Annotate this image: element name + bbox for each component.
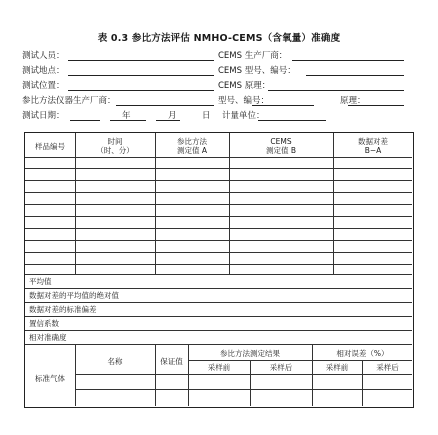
grid-h-line — [188, 360, 412, 361]
header-cems-b — [229, 137, 333, 155]
tester-field[interactable] — [68, 50, 214, 61]
grid-v-line — [312, 344, 313, 406]
summary-row-average: 平均值 — [29, 277, 52, 286]
day-field[interactable] — [156, 110, 180, 121]
sg-guaranteed-header: 保证值 — [160, 357, 183, 366]
grid-h-line — [25, 204, 412, 205]
summary-row-confidence: 置信系数 — [29, 319, 59, 328]
standard-gas-label: 标准气体 — [35, 374, 65, 383]
ref-manufacturer-label: 参比方法仪器生产厂商： — [22, 96, 116, 106]
grid-h-line — [25, 252, 412, 253]
grid-h-line — [25, 240, 412, 241]
month-label: 月 — [168, 111, 177, 121]
ref-principle-field[interactable] — [348, 95, 404, 106]
year-label: 年 — [122, 111, 131, 121]
test-date-label: 测试日期： — [22, 111, 65, 121]
grid-h-line — [25, 274, 412, 275]
cems-model-field[interactable] — [306, 65, 404, 76]
grid-h-line — [25, 157, 412, 158]
grid-h-line — [25, 344, 412, 345]
header-ref-a — [155, 137, 229, 155]
grid-h-line — [25, 168, 412, 169]
test-location-field[interactable] — [68, 65, 214, 76]
grid-h-line — [25, 180, 412, 181]
grid-h-line — [25, 288, 412, 289]
summary-row-mean-abs: 数据对差的平均值的绝对值 — [29, 291, 119, 300]
header-cems-b-line2: 测定值 B — [265, 146, 297, 155]
grid-v-line — [155, 133, 156, 274]
sg-ref-result-header: 参比方法测定结果 — [220, 349, 280, 358]
header-ref-a-line2: 测定值 A — [176, 146, 207, 155]
unit-field[interactable] — [258, 110, 326, 121]
grid-v-line — [250, 360, 251, 406]
test-position-label: 测试位置： — [22, 81, 65, 91]
ref-model-label: 型号、编号： — [218, 96, 270, 106]
tester-label: 测试人员： — [22, 51, 65, 61]
test-position-field[interactable] — [68, 80, 214, 91]
sg-name-header: 名称 — [107, 357, 123, 366]
grid-h-line — [25, 316, 412, 317]
grid-h-line — [25, 192, 412, 193]
sg-ref-before: 采样前 — [207, 363, 231, 372]
grid-h-line — [25, 330, 412, 331]
test-location-label: 测试地点： — [22, 66, 65, 76]
table-title: 表 0.3 参比方法评估 NMHO-CEMS（含氧量）准确度 — [97, 33, 341, 44]
header-diff-line2: B−A — [364, 146, 382, 155]
grid-v-line — [188, 344, 189, 406]
header-sample-no: 样品编号 — [35, 142, 65, 151]
grid-v-line — [75, 344, 76, 406]
ref-principle-label: 原理： — [340, 96, 366, 106]
grid-h-line — [25, 264, 412, 265]
accuracy-table — [24, 132, 414, 408]
unit-label: 计量单位： — [222, 111, 265, 121]
header-time-unit: （时、分） — [96, 146, 134, 155]
sg-err-before: 采样前 — [325, 363, 349, 372]
cems-manufacturer-field[interactable] — [292, 50, 404, 61]
cems-principle-field[interactable] — [268, 80, 404, 91]
grid-v-line — [333, 133, 334, 274]
sg-ref-after: 采样后 — [269, 363, 293, 372]
header-ref-a-line1: 参比方法 — [177, 137, 207, 146]
ref-model-field[interactable] — [252, 95, 314, 106]
grid-v-line — [362, 360, 363, 406]
grid-h-line — [25, 216, 412, 217]
day-label: 日 — [202, 111, 211, 121]
header-time-label: 时间 — [107, 137, 123, 146]
header-time — [75, 137, 155, 155]
cems-principle-label: CEMS 原理： — [218, 81, 271, 91]
grid-h-line — [25, 228, 412, 229]
summary-row-relative-accuracy: 相对准确度 — [29, 333, 67, 342]
grid-h-line — [25, 302, 412, 303]
header-cems-b-line1: CEMS — [270, 137, 292, 146]
grid-v-line — [155, 344, 156, 406]
ref-manufacturer-field[interactable] — [116, 95, 214, 106]
sg-rel-error-header: 相对误差（%） — [336, 349, 389, 358]
sg-err-after: 采样后 — [376, 363, 399, 372]
grid-v-line — [75, 133, 76, 274]
month-field[interactable] — [110, 110, 146, 121]
cems-model-label: CEMS 型号、编号： — [218, 66, 296, 76]
cems-manufacturer-label: CEMS 生产厂商： — [218, 51, 288, 61]
grid-v-line — [229, 133, 230, 274]
year-field[interactable] — [70, 110, 100, 121]
header-diff-line1: 数据对差 — [358, 137, 388, 146]
header-diff — [333, 137, 413, 155]
summary-row-std-dev: 数据对差的标准偏差 — [29, 305, 97, 314]
